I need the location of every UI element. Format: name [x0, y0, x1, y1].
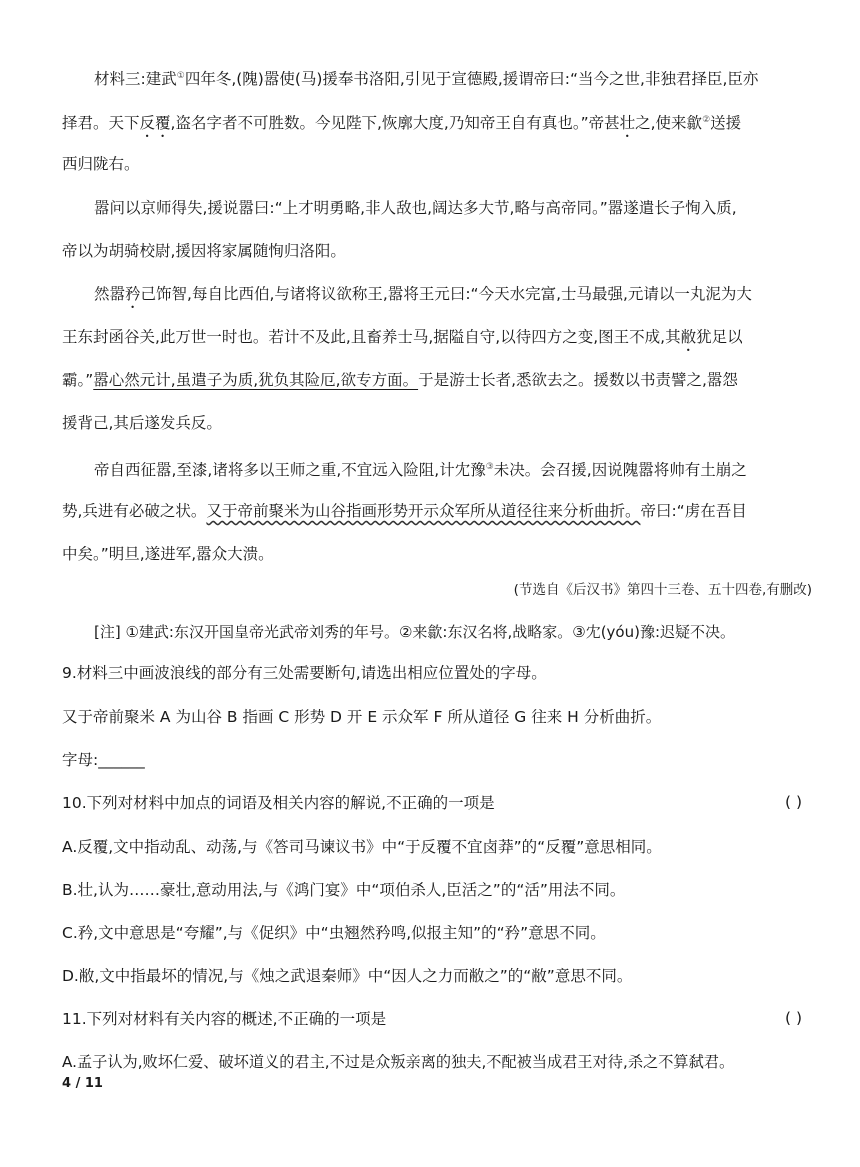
text: 于是游士长者,悉欲去之。援数以书责譬之,嚣怨: [418, 371, 738, 389]
underlined-sentence: 嚣心然元计,虽遣子为质,犹负其险厄,欲专方面。: [93, 371, 419, 389]
page-number: 4 / 11: [62, 1076, 103, 1091]
source-citation: (节选自《后汉书》第四十三卷、五十四卷,有删改): [513, 582, 812, 598]
m3-line-8: [62, 370, 738, 390]
text: 帝自西征嚣,至漆,诸将多以王师之重,不宜远入险阻,计冘豫: [94, 461, 486, 480]
text: 材料三:建武: [94, 70, 177, 89]
text: 己饰智,每自比西伯,与诸将议欲称王,嚣将王元曰:“今天水完富,士马最强,元请以一丸泥为大: [140, 285, 752, 303]
m3-line-11: [62, 501, 747, 521]
dotted-word-bi: 敝: [680, 328, 697, 346]
m3-line-3: 西归陇右。: [62, 155, 140, 173]
question-9-answer: [62, 750, 145, 770]
footnote-marker-3: ③: [485, 462, 494, 472]
question-10-option-b: B.壮,认为……豪壮,意动用法,与《鸿门宴》中“项伯杀人,臣活之”的“活”用法不同。: [62, 881, 626, 899]
question-11-answer-paren: ( ): [784, 1009, 802, 1027]
text: 帝曰:“虏在吾目: [640, 502, 747, 520]
question-10-option-d: D.敝,文中指最坏的情况,与《烛之武退秦师》中“因人之力而敝之”的“敝”意思不同。: [62, 967, 633, 985]
question-11-option-a: A.孟子认为,败坏仁爱、破坏道义的君主,不过是众叛亲离的独夫,不配被当成君王对待,杀之不算弑君。: [62, 1053, 735, 1071]
text: 之,使来歙: [635, 114, 703, 133]
text: 送援: [710, 114, 742, 133]
question-9-stem: 9.材料三中画波浪线的部分有三处需要断句,请选出相应位置处的字母。: [62, 664, 547, 682]
footnote-marker-1: ①: [176, 71, 185, 81]
text: 王东封函谷关,此万世一时也。若计不及此,且畜养士马,据隘自守,以待四方之变,图王不成,其: [62, 328, 681, 346]
m3-line-4: 嚣问以京师得失,援说嚣曰:“上才明勇略,非人敌也,阔达多大节,略与高帝同。”嚣遂遣长子恂入质,: [94, 199, 737, 217]
footnote-marker-2: ②: [702, 115, 711, 125]
question-10-stem: 10.下列对材料中加点的词语及相关内容的解说,不正确的一项是: [62, 794, 495, 812]
annotation-notes: [注] ①建武:东汉开国皇帝光武帝刘秀的年号。②来歙:东汉名将,战略家。③冘(yóu)豫:迟疑不决。: [94, 623, 736, 641]
text: 四年冬,(隗)嚣使(马)援奉书洛阳,引见于宣德殿,援谓帝曰:“当今之世,非独君择臣,臣亦: [184, 70, 759, 89]
m3-line-7: [62, 327, 743, 355]
m3-line-12: 中矣。”明旦,遂进军,嚣众大溃。: [62, 545, 274, 563]
text: 霸。”: [62, 371, 94, 389]
m3-line-1: [94, 66, 758, 89]
answer-label: 字母:: [62, 751, 99, 769]
text: ,盗名字者不可胜数。今见陛下,恢廓大度,乃知帝王自有真也。”帝甚: [170, 114, 620, 133]
m3-line-9: 援背己,其后遂发兵反。: [62, 414, 222, 432]
question-9-options: 又于帝前聚米 A 为山谷 B 指画 C 形势 D 开 E 示众军 F 所从道径 G 往来 H 分析曲折。: [62, 708, 662, 726]
text: 势,兵进有必破之状。: [62, 502, 207, 520]
m3-line-6: [94, 284, 752, 312]
text: 未决。会召援,因说隗嚣将帅有土崩之: [493, 461, 747, 480]
text: 择君。天下: [62, 114, 140, 133]
answer-blank: ______: [98, 751, 145, 769]
question-10-answer-paren: ( ): [784, 793, 802, 811]
wavy-underlined-sentence: 又于帝前聚米为山谷指画形势开示众军所从道径往来分析曲折。: [206, 502, 641, 520]
question-10-option-a: A.反覆,文中指动乱、动荡,与《答司马谏议书》中“于反覆不宜卤莽”的“反覆”意思相同。: [62, 838, 662, 856]
m3-line-5: 帝以为胡骑校尉,援因将家属随恂归洛阳。: [62, 242, 346, 260]
text: 然嚣: [94, 285, 126, 303]
text: 犹足以: [696, 328, 743, 346]
dotted-word-fanfu: 反覆: [139, 114, 171, 133]
dotted-word-jin: 矜: [125, 285, 141, 303]
question-10-option-c: C.矜,文中意思是“夸耀”,与《促织》中“虫翘然矜鸣,似报主知”的“矜”意思不同。: [62, 924, 606, 942]
m3-line-2: [62, 110, 741, 141]
dotted-word-zhuang: 壮: [619, 114, 636, 133]
m3-line-10: [94, 457, 747, 480]
question-11-stem: 11.下列对材料有关内容的概述,不正确的一项是: [62, 1010, 387, 1028]
